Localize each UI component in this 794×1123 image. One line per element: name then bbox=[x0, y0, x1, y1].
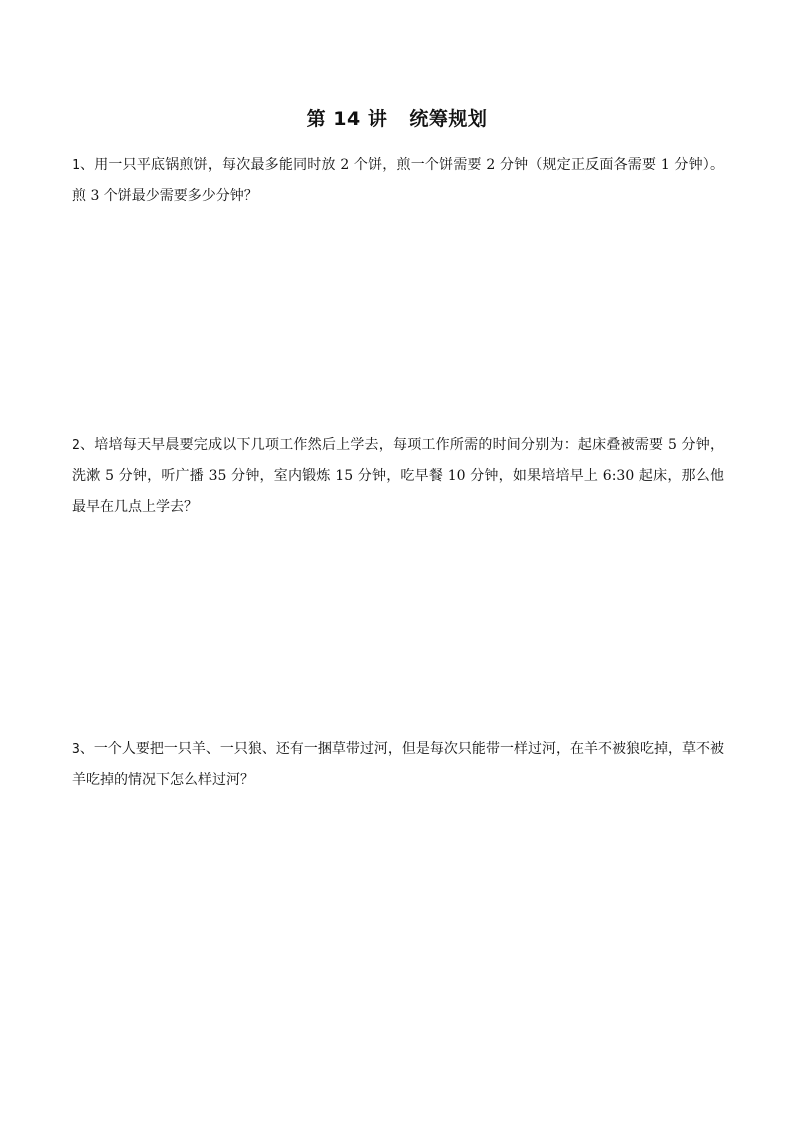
question-3 bbox=[72, 734, 724, 796]
question-text: 、培培每天早晨要完成以下几项工作然后上学去，每项工作所需的时间分别为：起床叠被需要 5 分钟，洗漱 5 分钟，听广播 35 分钟，室内锻炼 15 分钟，吃早餐 10 分钟，如果培培早上 6:30 起床，那么他最早在几点上学去？ bbox=[72, 437, 724, 515]
question-number: 1 bbox=[72, 158, 80, 173]
question-number: 3 bbox=[72, 742, 80, 757]
page-title bbox=[0, 104, 794, 131]
question-1 bbox=[72, 150, 724, 212]
question-text: 、用一只平底锅煎饼，每次最多能同时放 2 个饼，煎一个饼需要 2 分钟（规定正反面各需要 1 分钟）。煎 3 个饼最少需要多少分钟？ bbox=[72, 157, 724, 204]
question-text: 、一个人要把一只羊、一只狼、还有一捆草带过河，但是每次只能带一样过河，在羊不被狼吃掉，草不被羊吃掉的情况下怎么样过河？ bbox=[72, 741, 724, 788]
lesson-topic: 统筹规划 bbox=[409, 108, 488, 130]
lesson-number: 第 14 讲 bbox=[306, 108, 388, 130]
question-2 bbox=[72, 430, 724, 523]
question-number: 2 bbox=[72, 438, 80, 453]
